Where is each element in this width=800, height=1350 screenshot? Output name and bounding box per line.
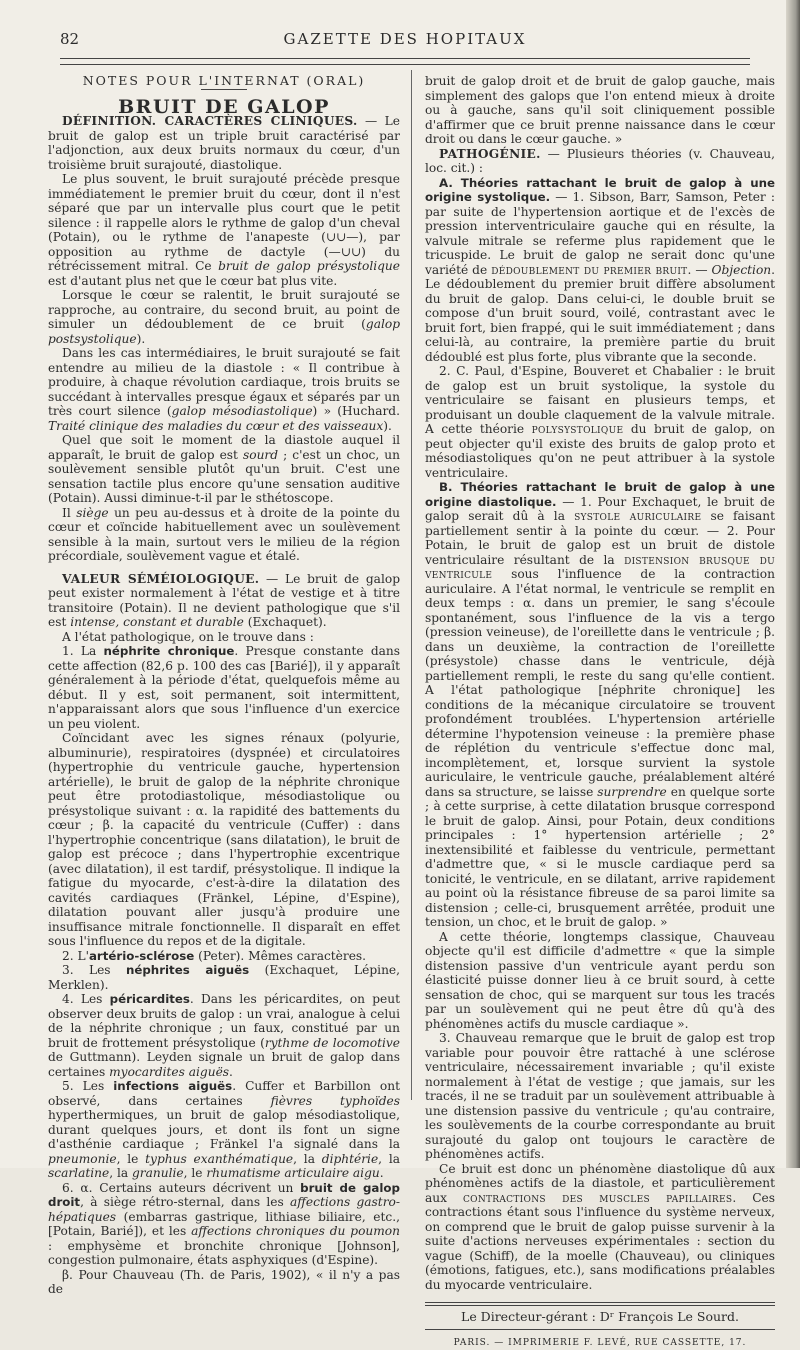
- page-header: [60, 30, 750, 52]
- column-divider: [411, 70, 412, 1100]
- paragraph: 5. Les infections aiguës. Cuffer et Barbillon ont observé, dans certaines fièvres typhoïdes hyperthermiques, un bruit de galop mésodiastolique, durant quelques jours, et dont ils font un signe d'asthénie cardiaque ; Fränkel l'a signalé dans la pneumonie, le typhus exanthématique, la diphtérie, la scarlatine, la granulie, le rhumatisme articulaire aigu.: [48, 1079, 400, 1181]
- footer-rule: [425, 1302, 775, 1306]
- paragraph: Coïncidant avec les signes rénaux (polyurie, albuminurie), respiratoires (dyspnée) et circulatoires (hypertrophie du ventricule gauche, hypertension artérielle), le bruit de galop de la néphrite chronique peut être protodiastolique, mésodiastolique ou présystolique suivant : α. la rapidité des battements du cœur ; β. la capacité du ventricule (Cuffer) : dans l'hypertrophie concentrique (sans dilatation), le bruit de galop est précoce ; dans l'hypertrophie excentrique (avec dilatation), il est tardif, présystolique. Il indique la fatigue du myocarde, c'est-à-dire la dilatation des cavités cardiaques (Fränkel, Lépine, d'Espine), dilatation pouvant aller jusqu'à produire une insuffisance mitrale fonctionnelle. Il disparaît en effet sous l'influence du repos et de la digitale.: [48, 731, 400, 949]
- paragraph-definition: DÉFINITION. CARACTÈRES CLINIQUES. — Le bruit de galop est un triple bruit caractérisé par l'adjonction, aux deux bruits normaux du cœur, d'un troisième bruit surajouté, diastolique.: [48, 114, 400, 172]
- paragraph-continued: bruit de galop droit et de bruit de galop gauche, mais simplement des galops que l'on entend mieux à droite ou à gauche, sans qu'il soit cliniquement possible d'affirmer que ce bruit prenne naissance dans le cœur droit ou dans le cœur gauche. »: [425, 74, 775, 147]
- page-number: 82: [60, 30, 79, 48]
- paragraph: Ce bruit est donc un phénomène diastolique dû aux phénomènes actifs de la diastole, et particulièrement aux contractions des muscles papillaires. Ces contractions étant sous l'influence du système nerveux, on comprend que le bruit de galop puisse survenir à la suite d'actions nerveuses expérimentales : section du vague (Schiff), de la moelle (Chauveau), ou cliniques (émotions, fatigues, etc.), sans modifications préalables du myocarde ventriculaire.: [425, 1162, 775, 1293]
- paragraph: 1. La néphrite chronique. Presque constante dans cette affection (82,6 p. 100 des cas [Barié]), il y apparaît généralement à la période d'état, quelquefois même au début. Il y est, soit permanent, soit intermittent, n'apparaissant alors que sous l'influence d'un exercice un peu violent.: [48, 644, 400, 731]
- paragraph: A l'état pathologique, on le trouve dans :: [48, 630, 400, 645]
- right-column: [425, 74, 775, 1350]
- journal-title: GAZETTE DES HOPITAUX: [60, 30, 750, 48]
- paragraph: Il siège un peu au-dessus et à droite de la pointe du cœur et coïncide habituellement avec un soulèvement sensible à la main, surtout vers le milieu de la région précordiale, soulèvement vague et étalé.: [48, 506, 400, 564]
- paragraph: 6. α. Certains auteurs décrivent un bruit de galop droit, à siège rétro-sternal, dans les affections gastro-hépatiques (embarras gastrique, lithiase biliaire, etc., [Potain, Barié]), et les affections chroniques du poumon : emphysème et bronchite chronique [Johnson], congestion pulmonaire, états asphyxiques (d'Espine).: [48, 1181, 400, 1268]
- series-heading: NOTES POUR L'INTERNAT (ORAL): [48, 74, 400, 89]
- paragraph-theory-b: B. Théories rattachant le bruit de galop à une origine diastolique. — 1. Pour Exchaquet, le bruit de galop serait dû à la systole auriculaire se faisant partiellement sentir à la pointe du cœur. — 2. Pour Potain, le bruit de galop est un bruit de distole ventriculaire résultant de la distension brusque du ventricule sous l'influence de la contraction auriculaire. A l'état normal, le ventricule se remplit en deux temps : α. dans un premier, le sang s'écoule spontanément, sous l'influence de la vis a tergo (pression veineuse), de l'oreillette dans le ventricule ; β. dans un deuxième, la contraction de l'oreillette (présystole) chasse dans le ventricule, déjà partiellement rempli, le reste du sang qu'elle contient. A l'état pathologique [néphrite chronique] les conditions de la mécanique circulatoire se trouvent profondément troublées. L'hypertension artérielle détermine l'hypotension veineuse : la première phase de réplétion du ventricule s'effectue donc mal, incomplètement, et, lorsque survient la systole auriculaire, le ventricule gauche, préalablement altéré dans sa structure, se laisse surprendre en quelque sorte ; à cette surprise, à cette dilatation brusque correspond le bruit de galop. Ainsi, pour Potain, deux conditions principales : 1° hypertension artérielle ; 2° inextensibilité et faiblesse du ventricule, permettant d'admettre que, « si le muscle cardiaque perd sa tonicité, le ventricule, en se dilatant, arrive rapidement au point où la résistance fibreuse de sa paroi limite sa distension ; celle-ci, brusquement arrêtée, produit une tension, un choc, et le bruit de galop. »: [425, 480, 775, 930]
- left-column: [48, 74, 400, 1297]
- page-edge-shadow: [786, 0, 800, 1168]
- paragraph-pathogeny: PATHOGÉNIE. — Plusieurs théories (v. Chauveau, loc. cit.) :: [425, 147, 775, 176]
- paragraph: A cette théorie, longtemps classique, Chauveau objecte qu'il est difficile d'admettre « que la simple distension passive d'un ventricule ayant perdu son élasticité puisse donner lieu à ce bruit sourd, à cette sensation de choc, qui se marquent sur tous les tracés par un soulèvement qui ne peut être dû qu'à des phénomènes actifs du muscle cardiaque ».: [425, 930, 775, 1032]
- paragraph: Quel que soit le moment de la diastole auquel il apparaît, le bruit de galop est sourd ; c'est un choc, un soulèvement sensible plutôt qu'un bruit. C'est une sensation tactile plus encore qu'une sensation auditive (Potain). Aussi diminue-t-il par le sthétoscope.: [48, 433, 400, 506]
- paragraph: 3. Chauveau remarque que le bruit de galop est trop variable pour pouvoir être rattaché à une sclérose ventriculaire, nécessairement invariable ; qu'il existe normalement à l'état de vestige ; que jamais, sur les tracés, il ne se traduit par un soulèvement attribuable à une distension passive du ventricule ; qu'au contraire, les soulèvements de la courbe correspondante au bruit surajouté du galop ont toujours le caractère de phénomènes actifs.: [425, 1031, 775, 1162]
- imprint-rule: [425, 1329, 775, 1330]
- paragraph: 4. Les péricardites. Dans les péricardites, on peut observer deux bruits de galop : un vrai, analogue à celui de la néphrite chronique ; un faux, constitué par un bruit de frottement présystolique (rythme de locomotive de Guttmann). Leyden signale un bruit de galop dans certaines myocardites aiguës.: [48, 992, 400, 1079]
- header-rule: [60, 58, 750, 65]
- article-title: BRUIT DE GALOP: [48, 100, 400, 115]
- paragraph-theory-a: A. Théories rattachant le bruit de galop à une origine systolique. — 1. Sibson, Barr, Samson, Peter : par suite de l'hypertension aortique et de l'excès de pression interventriculaire gauche qui en résulte, la valvule mitrale se referme plus rapidement que le tricuspide. Le bruit de galop ne serait donc qu'une variété de dédoublement du premier bruit. — Objection. Le dédoublement du premier bruit diffère absolument du bruit de galop. Dans celui-ci, le double bruit se compose d'un bruit sourd, voilé, contrastant avec le bruit fort, bien frappé, qui le suit immédiatement ; dans celui-là, au contraire, la première partie du bruit dédoublé est plus forte, plus vibrante que la seconde.: [425, 176, 775, 365]
- paragraph-semeiology: VALEUR SÉMÉIOLOGIQUE. — Le bruit de galop peut exister normalement à l'état de vestige et à titre transitoire (Potain). Il ne devient pathologique que s'il est intense, constant et durable (Exchaquet).: [48, 572, 400, 630]
- paragraph: Le plus souvent, le bruit surajouté précède presque immédiatement le premier bruit du cœur, dont il n'est séparé que par un intervalle plus court que le petit silence : il rappelle alors le rythme de galop d'un cheval (Potain), ou le rythme de l'anapeste (∪∪—), par opposition au rythme de dactyle (—∪∪) du rétrécissement mitral. Ce bruit de galop présystolique est d'autant plus net que le cœur bat plus vite.: [48, 172, 400, 288]
- paragraph: Dans les cas intermédiaires, le bruit surajouté se fait entendre au milieu de la diastole : « Il contribue à produire, à chaque révolution cardiaque, trois bruits se succédant à intervalles presque égaux et séparés par un très court silence (galop mésodiastolique) » (Huchard. Traité clinique des maladies du cœur et des vaisseaux).: [48, 346, 400, 433]
- paragraph: 2. C. Paul, d'Espine, Bouveret et Chabalier : le bruit de galop est un bruit systolique, la systole du ventriculaire se faisant en plusieurs temps, et produisant un double claquement de la valvule mitrale. A cette théorie polysystolique du bruit de galop, on peut objecter qu'il existe des bruits de galop proto et mésodiastoliques qu'on ne peut attribuer à la systole ventriculaire.: [425, 364, 775, 480]
- paragraph: Lorsque le cœur se ralentit, le bruit surajouté se rapproche, au contraire, du second bruit, au point de simuler un dédoublement de ce bruit (galop postsystolique).: [48, 288, 400, 346]
- paragraph: β. Pour Chauveau (Th. de Paris, 1902), « il n'y a pas de: [48, 1268, 400, 1297]
- paragraph: 2. L'artério-sclérose (Peter). Mêmes caractères.: [48, 949, 400, 964]
- imprint-line: PARIS. — IMPRIMERIE F. LEVÉ, RUE CASSETTE, 17.: [425, 1336, 775, 1350]
- director-line: Le Directeur-gérant : Dʳ François Le Sourd.: [425, 1310, 775, 1325]
- title-rule: [201, 89, 247, 90]
- paragraph: 3. Les néphrites aiguës (Exchaquet, Lépine, Merklen).: [48, 963, 400, 992]
